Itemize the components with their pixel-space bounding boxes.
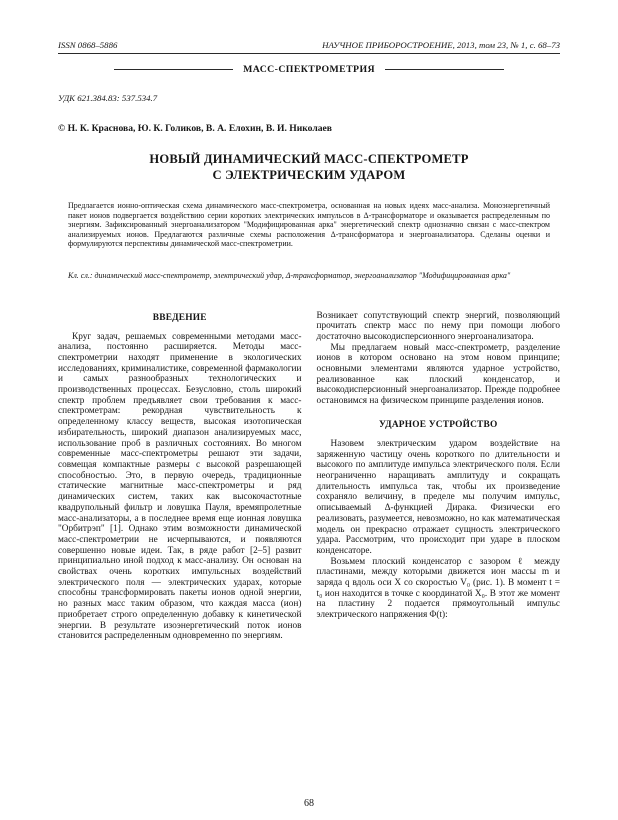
article-title-line2: С ЭЛЕКТРИЧЕСКИМ УДАРОМ xyxy=(212,167,406,182)
section-heading-introduction: ВВЕДЕНИЕ xyxy=(152,312,207,323)
proposal-paragraph: Мы предлагаем новый масс-спектрометр, разделение ионов в котором основано на этом новом принципе; основными элементами являются ударное устройство, реализованное как плоский конденсатор, и высокодисперсионный энергоанализатор. Прежде подробнее остановимся на физическом принципе разделения ионов. xyxy=(316,342,560,407)
impact-device-paragraph-1: Назовем электрическим ударом воздействие на заряженную частицу очень короткого по длительности и высокого по амплитуде импульса электрического поля. Если неограниченно наращивать амплитуду и сокращать длительность импульса так, чтобы их произведение сохраняло величину, в пределе мы получим импульс, описываемый Δ-функцией Дирака. Физически его реализовать, разумеется, невозможно, но как математическая модель он прекрасно отражает сущность электрического удара. Рассмотрим, что происходит при ударе в плоском конденсаторе. xyxy=(316,438,560,556)
article-title-line1: НОВЫЙ ДИНАМИЧЕСКИЙ МАСС-СПЕКТРОМЕТР xyxy=(149,152,469,166)
continuation-paragraph: Возникает сопутствующий спектр энергий, позволяющий прочитать спектр масс по нему при помощи любого достаточно высокодисперсионного энергоанализатора. xyxy=(316,310,560,342)
masthead-row xyxy=(58,40,560,50)
impact-device-paragraph-2: Возьмем плоский конденсатор с зазором ℓ между пластинами, между которыми движется ион массы m и заряда q вдоль оси X со скоростью V₀ (рис. 1). В момент t = t₀ ион находится в точке с координатой X₀. В этот же момент на пластину 2 подается прямоугольный импульс электрического напряжения Φ(t): xyxy=(316,556,560,621)
header-rule xyxy=(58,53,560,54)
column-right xyxy=(317,311,561,642)
article-columns xyxy=(58,311,560,642)
page-header xyxy=(58,40,560,75)
section-title: МАСС-СПЕКТРОМЕТРИЯ xyxy=(243,64,375,75)
banner-line-right xyxy=(385,69,504,70)
banner-line-left xyxy=(114,69,233,70)
udk-code: УДК 621.384.83: 537.534.7 xyxy=(58,93,158,103)
column-left xyxy=(58,311,302,642)
introduction-paragraph: Круг задач, решаемых современными методами масс-анализа, постоянно расширяется. Методы масс-спектрометрии находят применение в экологических исследованиях, криминалистике, современной фармакологии и самых разнообразных технологических и производственных процессах. Безусловно, столь широкий спектр проблем предъявляет свои требования к масс-спектрометрам: рекордная чувствительность к определенному классу веществ, высокая изотопическая избирательность, широкий диапазон анализируемых масс, использование проб в различных состояниях. Во многом современные масс-спектрометры решают эти задачи, совмещая компактные размеры с высокой разрешающей способностью. Это, в первую очередь, традиционные статические магнитные масс-спектрометры и ряд динамических систем, таких как высокочастотные квадрупольный фильтр и ловушка Пауля, времяпролетные масс-анализаторы, а в последнее время еще ионная ловушка "Орбитрэп" [1]. Однако этим возможности динамической масс-спектрометрии не исчерпываются, и появляются совершенно новые идеи. Так, в ряде работ [2–5] развит принципиально иной подход к масс-анализу. Он основан на свойствах очень коротких импульсных воздействий электрического поля — электрических ударах, которые способны трансформировать пакеты ионов одной энергии, но разных масс таким образом, что каждая масса (ион) приобретает строго определенную добавку к кинетической энергии. В результате изоэнергетический поток ионов становится распределенным одновременно по энергиям. xyxy=(58,331,302,642)
keywords-line: Кл. сл.: динамический масс-спектрометр, электрический удар, Δ-трансформатор, энергоанализатор "Модифицированная арка" xyxy=(68,270,511,280)
authors-line: © Н. К. Краснова, Ю. К. Голиков, В. А. Елохин, В. И. Николаев xyxy=(58,123,332,134)
article-title xyxy=(58,152,560,183)
journal-reference: НАУЧНОЕ ПРИБОРОСТРОЕНИЕ, 2013, том 23, № 1, c. 68–73 xyxy=(322,40,560,50)
section-heading-impact-device: УДАРНОЕ УСТРОЙСТВО xyxy=(379,419,498,430)
page-number: 68 xyxy=(304,798,314,809)
section-banner xyxy=(114,64,504,75)
page-footer xyxy=(0,798,618,809)
issn-label: ISSN 0868–5886 xyxy=(58,40,118,50)
abstract-text: Предлагается ионно-оптическая схема динамического масс-спектрометра, основанная на новых идеях масс-анализа. Моноэнергетичный пакет ионов подвергается воздействию серии коротких электрических импульсов в Δ-трансформаторе и оказывается распределенным по энергиям. Зафиксированный энергоанализатором "Модифицированная арка" энергетический спектр однозначно связан с масс-спектром анализируемых ионов. Предлагаются различные схемы расположения Δ-трансформатора и энергоанализатора. Сделаны оценки и формулируются перспективы динамической масс-спектрометрии. xyxy=(68,201,550,249)
